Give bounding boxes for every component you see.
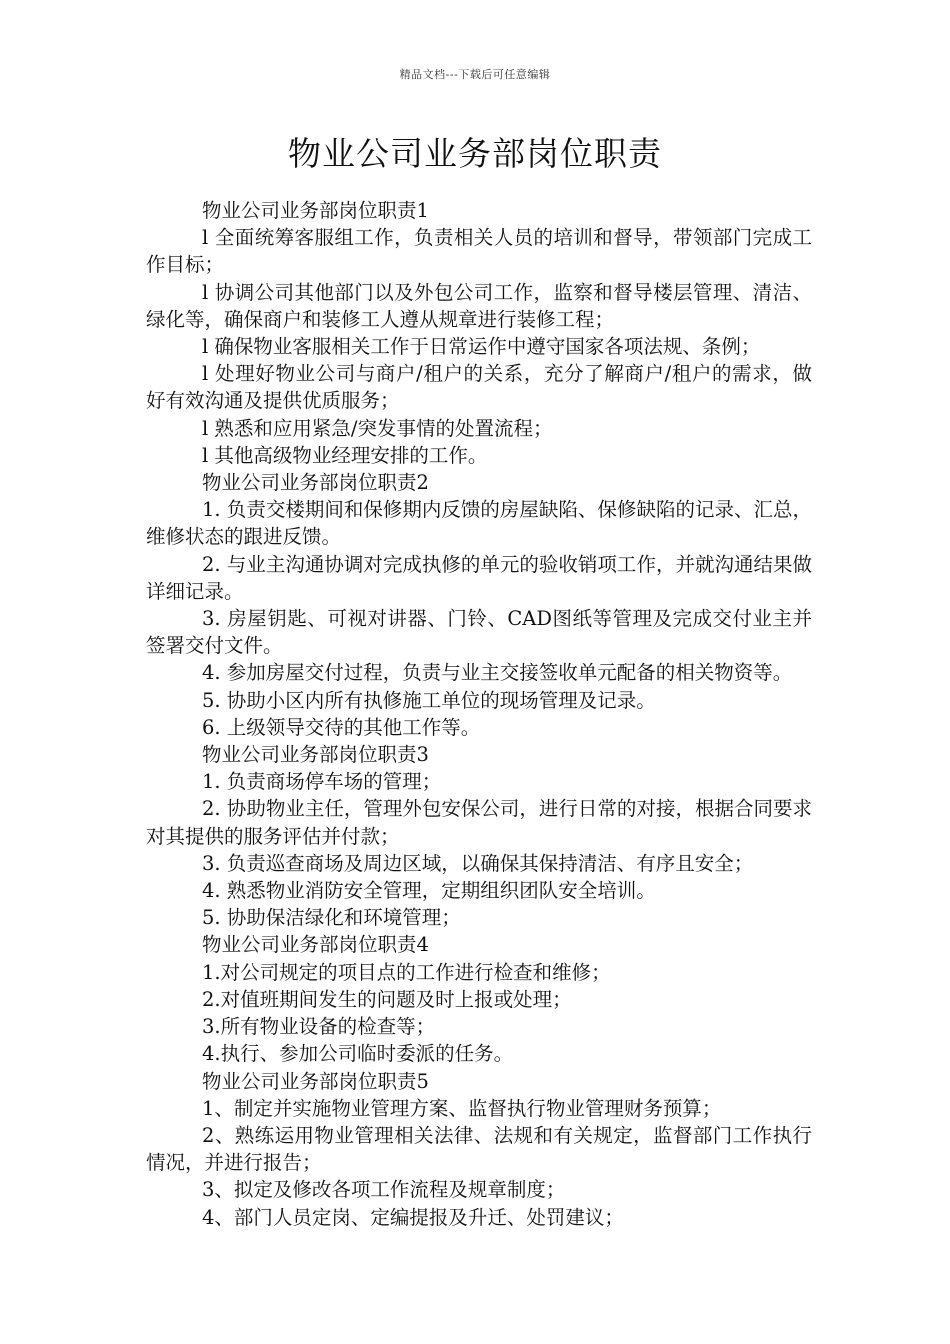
paragraph: l 其他高级物业经理安排的工作。 (202, 443, 488, 467)
paragraph: 3. 负责巡查商场及周边区域，以确保其保持清洁、有序且安全； (202, 851, 754, 875)
section-heading: 物业公司业务部岗位职责2 (202, 471, 429, 495)
section-heading: 物业公司业务部岗位职责5 (202, 1069, 429, 1093)
paragraph: 2. 与业主沟通协调对完成执修的单元的验收销项工作，并就沟通结果做详细记录。 (146, 552, 812, 603)
paragraph: l 处理好物业公司与商户/租户的关系，充分了解商户/租户的需求，做好有效沟通及提供优质服务； (146, 362, 812, 413)
paragraph: 1. 负责商场停车场的管理； (202, 770, 442, 794)
document-body (146, 197, 812, 1231)
paragraph: 2、熟练运用物业管理相关法律、法规和有关规定，监督部门工作执行情况，并进行报告； (146, 1123, 812, 1175)
paragraph: 2.对值班期间发生的问题及时上报或处理； (202, 987, 572, 1011)
paragraph: 1、制定并实施物业管理方案、监督执行物业管理财务预算； (202, 1096, 722, 1120)
page-header-note: 精品文档---下载后可任意编辑 (399, 68, 551, 81)
paragraph: 5. 协助保洁绿化和环境管理； (202, 906, 461, 930)
paragraph: 5. 协助小区内所有执修施工单位的现场管理及记录。 (202, 688, 656, 712)
paragraph: 4、部门人员定岗、定编提报及升迁、处罚建议； (202, 1205, 624, 1229)
paragraph: 6. 上级领导交待的其他工作等。 (202, 715, 481, 739)
paragraph: 2. 协助物业主任，管理外包安保公司，进行日常的对接，根据合同要求对其提供的服务评估并付款； (146, 797, 812, 848)
section-heading: 物业公司业务部岗位职责4 (202, 933, 429, 957)
paragraph: 4.执行、参加公司临时委派的任务。 (202, 1042, 514, 1066)
paragraph: l 确保物业客服相关工作于日常运作中遵守国家各项法规、条例； (202, 335, 761, 359)
paragraph: 1.对公司规定的项目点的工作进行检查和维修； (202, 960, 611, 984)
paragraph: 1. 负责交楼期间和保修期内反馈的房屋缺陷、保修缺陷的记录、汇总，维修状态的跟进反馈。 (146, 498, 812, 549)
paragraph: 4. 熟悉物业消防安全管理，定期组织团队安全培训。 (202, 879, 656, 903)
paragraph: 3、拟定及修改各项工作流程及规章制度； (202, 1178, 566, 1202)
paragraph: 4. 参加房屋交付过程，负责与业主交接签收单元配备的相关物资等。 (202, 661, 793, 685)
paragraph: l 协调公司其他部门以及外包公司工作，监察和督导楼层管理、清洁、绿化等，确保商户和装修工人遵从规章进行装修工程； (146, 280, 812, 331)
section-heading: 物业公司业务部岗位职责3 (202, 743, 429, 767)
document-title: 物业公司业务部岗位职责 (288, 134, 662, 173)
paragraph: 3.所有物业设备的检查等； (202, 1015, 436, 1039)
paragraph: l 熟悉和应用紧急/突发事情的处置流程； (202, 416, 553, 440)
paragraph: l 全面统筹客服组工作，负责相关人员的培训和督导，带领部门完成工作目标； (146, 226, 812, 277)
section-heading: 物业公司业务部岗位职责1 (202, 199, 429, 222)
paragraph: 3. 房屋钥匙、可视对讲器、门铃、CAD图纸等管理及完成交付业主并签署交付文件。 (146, 607, 812, 658)
